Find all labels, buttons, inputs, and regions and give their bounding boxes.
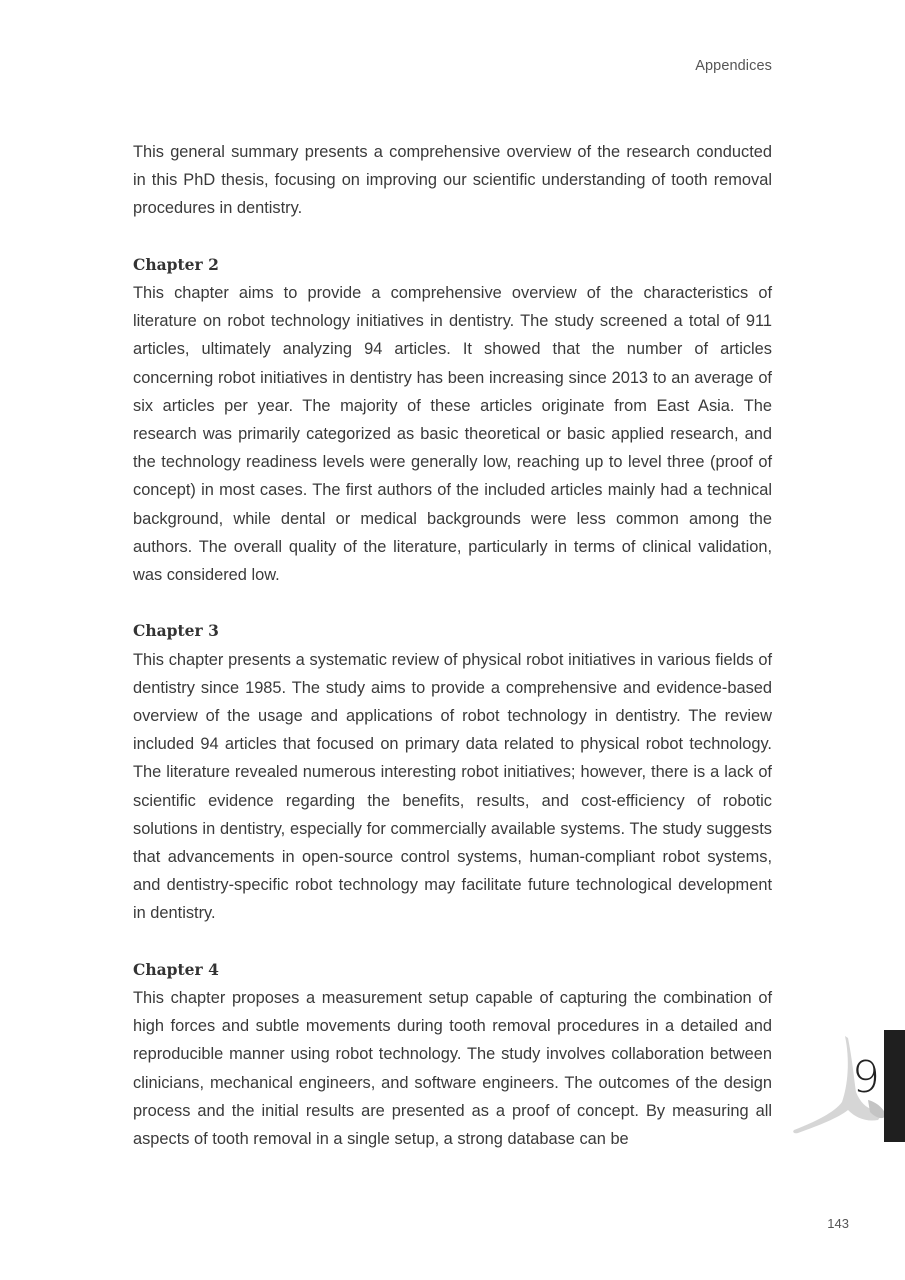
page-body bbox=[133, 138, 772, 1153]
chapter-4-text: This chapter proposes a measurement setup capable of capturing the combination of high forces and subtle movements during tooth removal procedures in a detailed and reproducible manner using robot technology. The study involves collaboration between clinicians, mechanical engineers, and software engineers. The outcomes of the design process and the initial results are presented as a proof of concept. By measuring all aspects of tooth removal in a single setup, a strong database can be bbox=[133, 989, 772, 1149]
chapter-tab bbox=[884, 1030, 905, 1142]
chapter-number: 9 bbox=[852, 1052, 880, 1103]
page-number: 143 bbox=[827, 1216, 849, 1231]
chapter-4-section bbox=[133, 956, 772, 1153]
chapter-2-section bbox=[133, 251, 772, 589]
intro-paragraph: This general summary presents a comprehensive overview of the research conducted in this PhD thesis, focusing on improving our scientific understanding of tooth removal procedures in dentistry. bbox=[133, 143, 772, 218]
chapter-3-text: This chapter presents a systematic review of physical robot initiatives in various fields of dentistry since 1985. The study aims to provide a comprehensive and evidence-based overview of the usage and applications of robot technology in dentistry. The review included 94 articles that focused on primary data related to physical robot technology. The literature revealed numerous interesting robot initiatives; however, there is a lack of scientific evidence regarding the benefits, results, and cost-efficiency of robotic solutions in dentistry, especially for commercially available systems. The study suggests that advancements in open-source control systems, human-compliant robot systems, and dentistry-specific robot technology may facilitate future technological development in dentistry. bbox=[133, 650, 772, 923]
running-header: Appendices bbox=[695, 58, 772, 74]
chapter-2-text: This chapter aims to provide a comprehensive overview of the characteristics of literature on robot technology initiatives in dentistry. The study screened a total of 911 articles, ultimately analyzing 94 articles. It showed that the number of articles concerning robot initiatives in dentistry has been increasing since 2013 to an average of six articles per year. The majority of these articles originate from East Asia. The research was primarily categorized as basic theoretical or basic applied research, and the technology readiness levels were generally low, reaching up to level three (proof of concept) in most cases. The first authors of the included articles mainly had a technical background, while dental or medical backgrounds were less common among the authors. The overall quality of the literature, particularly in terms of clinical validation, was considered low. bbox=[133, 284, 772, 585]
chapter-2-heading: Chapter 2 bbox=[133, 254, 219, 274]
chapter-3-heading: Chapter 3 bbox=[133, 621, 219, 641]
chapter-4-heading: Chapter 4 bbox=[133, 959, 219, 979]
chapter-3-section bbox=[133, 617, 772, 927]
